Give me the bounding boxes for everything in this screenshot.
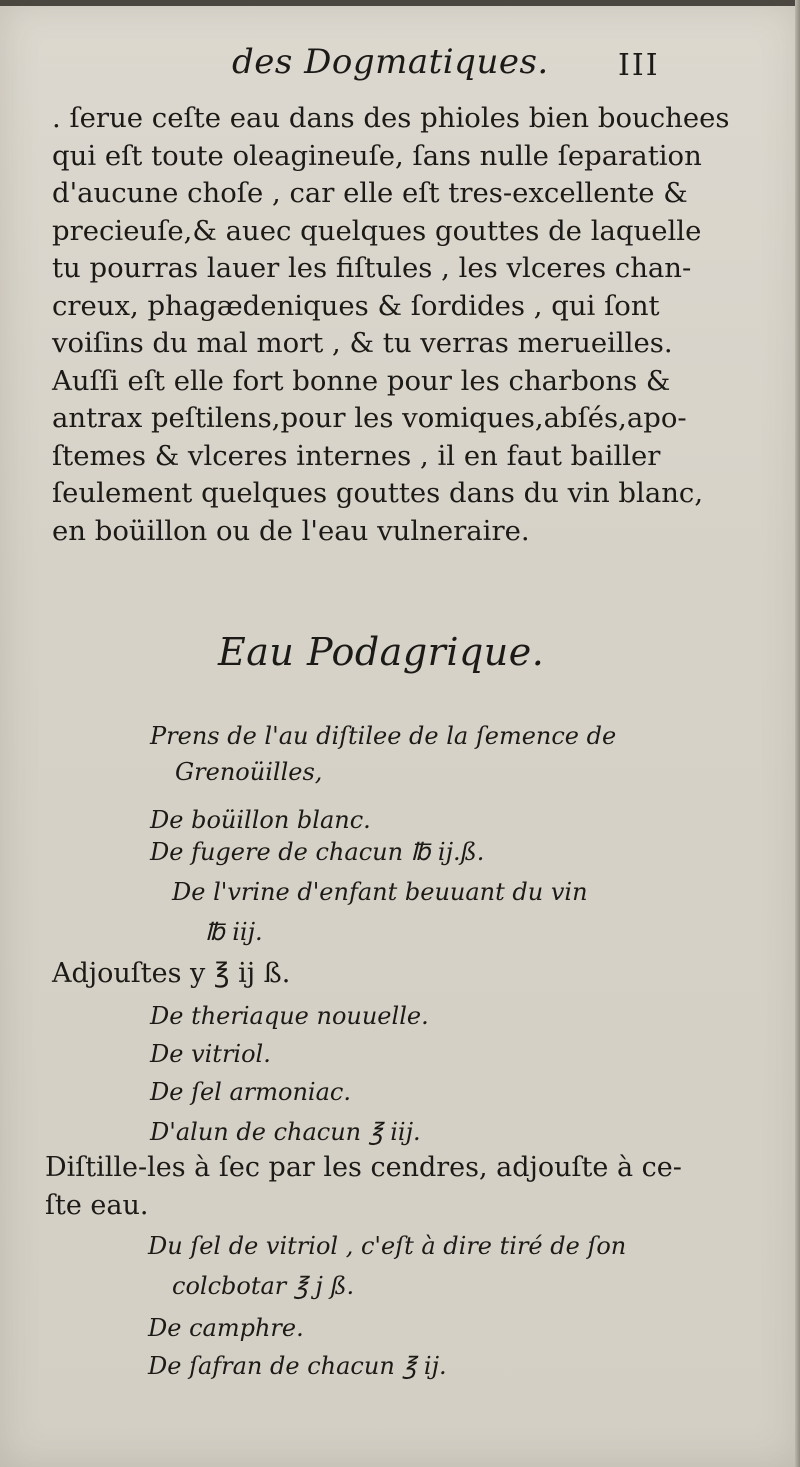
recipe-line: De ſafran de chacun ℥ ij.	[148, 1352, 447, 1380]
recipe-line: De vitriol.	[150, 1040, 271, 1068]
recipe-line: Grenoüilles,	[175, 758, 323, 786]
text-line: d'aucune choſe , car elle eſt tres-excellente &	[52, 177, 688, 209]
page-right-edge	[795, 0, 800, 1467]
text-line: ſeulement quelques gouttes dans du vin blanc,	[52, 477, 704, 509]
text-line: antrax peſtilens,pour les vomiques,abſés,apo-	[52, 402, 687, 434]
text-line: creux, phagædeniques & ſordides , qui ſont	[52, 289, 660, 322]
recipe-line: ℔ iij.	[205, 918, 263, 946]
text-line: precieuſe,& auec quelques gouttes de laquelle	[52, 214, 702, 247]
recipe-line: Diſtille-les à ſec par les cendres, adjouſte à ce-	[45, 1152, 682, 1183]
recipe-line: De fugere de chacun ℔ ij.ß.	[150, 838, 485, 866]
recipe-line: ſte eau.	[45, 1190, 149, 1221]
page-number: III	[618, 48, 660, 83]
text-line: ſtemes & vlceres internes , il en faut bailler	[52, 439, 661, 472]
recipe-line: De camphre.	[148, 1314, 304, 1342]
text-line: voiſins du mal mort , & tu verras merueilles.	[52, 327, 673, 359]
text-line: tu pourras lauer les fiſtules , les vlceres chan-	[52, 252, 692, 284]
recipe-line: De ſel armoniac.	[150, 1078, 351, 1106]
recipe-line: D'alun de chacun ℥ iij.	[150, 1118, 421, 1146]
recipe-line: De boüillon blanc.	[150, 806, 371, 834]
recipe-line: Adjouſtes y ℥ ij ß.	[52, 958, 291, 989]
body-paragraph	[52, 100, 730, 550]
recipe-line: Prens de l'au diſtilee de la ſemence de	[150, 722, 617, 750]
text-line: qui eſt toute oleagineuſe, ſans nulle ſeparation	[52, 139, 702, 172]
running-title: des Dogmatiques.	[232, 42, 549, 82]
recipe-line: De l'vrine d'enfant beuuant du vin	[172, 878, 588, 906]
page-top-edge	[0, 0, 800, 6]
text-line: en boüillon ou de l'eau vulneraire.	[52, 514, 530, 547]
section-title: Eau Podagrique.	[218, 630, 545, 674]
recipe-line: colcbotar ℥ j ß.	[172, 1272, 355, 1300]
text-line: . ſerue ceſte eau dans des phioles bien bouchees	[52, 102, 730, 134]
text-line: Auſſi eſt elle fort bonne pour les charbons &	[52, 364, 671, 397]
recipe-line: Du ſel de vitriol , c'eſt à dire tiré de ſon	[148, 1232, 627, 1260]
recipe-line: De theriaque nouuelle.	[150, 1002, 429, 1030]
